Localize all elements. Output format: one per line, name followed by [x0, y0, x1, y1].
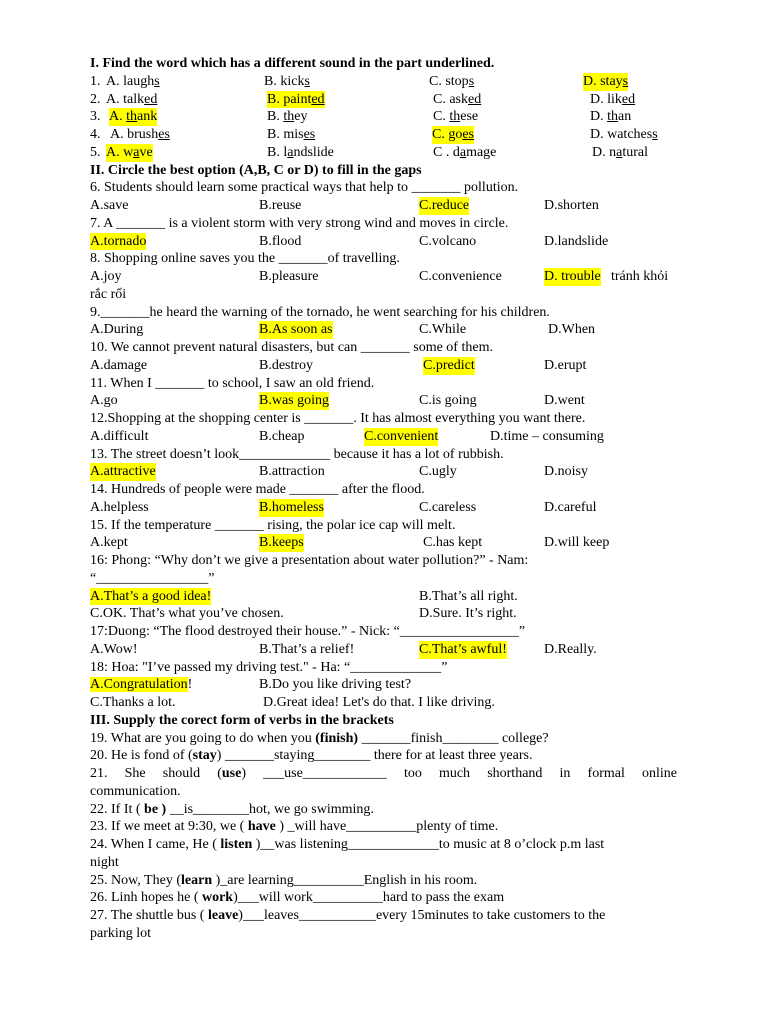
q7-text: 7. A _______ is a violent storm with very strong wind and moves in circle. — [90, 215, 509, 231]
q9-option-b-answer: B.As soon as — [259, 322, 333, 338]
q15-option-c: C.has kept — [423, 535, 483, 551]
q9-option-a: A.During — [90, 322, 144, 338]
q20-text: 20. He is fond of (stay) _______staying________ there for at least three years. — [90, 748, 533, 764]
q6-option-b: B.reuse — [259, 198, 302, 213]
q1-option-d-answer: D. stays — [583, 73, 629, 89]
q5-option-a-answer: A. wave — [106, 144, 153, 160]
q14-option-a: A.helpless — [90, 499, 149, 515]
q18-option-c: C.Thanks a lot. — [90, 695, 176, 710]
q4-option-c-answer: C. goes — [432, 127, 475, 142]
q7-options — [90, 233, 677, 251]
q8-option-b: B.pleasure — [259, 269, 319, 284]
q17-option-c-answer: C.That’s awful! — [419, 641, 507, 657]
q9-option-d: D.When — [548, 322, 596, 338]
q7-option-a-answer: A.tornado — [90, 233, 147, 249]
q5-row — [90, 144, 677, 162]
q23-text: 23. If we meet at 9:30, we ( have ) _will have__________plenty of time. — [90, 819, 499, 835]
q5-option-b: B. landslide — [267, 144, 334, 160]
section-1-heading: I. Find the word which has a different sound in the part underlined. — [90, 56, 495, 71]
q10-option-c-answer: C.predict — [423, 357, 475, 373]
q8-note-continued: rắc rối — [90, 286, 127, 302]
q8-handwritten-note: tránh khỏi — [611, 269, 669, 284]
q12-option-c-answer: C.convenient — [364, 428, 439, 444]
q8-options — [90, 268, 677, 286]
q9-text: 9._______he heard the warning of the tornado, he went searching for his children. — [90, 304, 550, 320]
section-3-heading: III. Supply the corect form of verbs in the brackets — [90, 712, 394, 728]
q11-option-a: A.go — [90, 393, 118, 409]
q9-options — [90, 321, 677, 339]
q6-option-c-answer: C.reduce — [419, 198, 470, 213]
q16-option-b: B.That’s all right. — [419, 588, 518, 604]
q12-options — [90, 428, 677, 446]
q27-text: 27. The shuttle bus ( leave)___leaves___________every 15minutes to take customers to the — [90, 908, 606, 923]
q17-option-d: D.Really. — [544, 641, 597, 657]
q17-options — [90, 641, 677, 659]
q24-continued: night — [90, 854, 119, 870]
q1-option-b: B. kicks — [264, 73, 310, 89]
q18-text: 18: Hoa: "I’ve passed my driving test." - Ha: “_____________” — [90, 659, 448, 675]
q6-option-a: A.save — [90, 198, 129, 213]
q13-options — [90, 463, 677, 481]
q1-row — [90, 73, 677, 91]
q3-row — [90, 108, 677, 126]
q4-option-b: B. mises — [267, 127, 316, 142]
q13-option-d: D.noisy — [544, 464, 588, 480]
q16-options-row2 — [90, 605, 677, 623]
q3-option-d: D. than — [590, 109, 632, 125]
q2-option-a: A. talked — [106, 91, 158, 107]
q13-option-c: C.ugly — [419, 464, 457, 480]
q18-options-row2 — [90, 694, 677, 712]
q5-number: 5. — [90, 144, 101, 160]
q14-option-d: D.careful — [544, 499, 597, 515]
q15-option-d: D.will keep — [544, 535, 610, 551]
q15-option-b-answer: B.keeps — [259, 535, 304, 551]
q2-option-c: C. asked — [433, 91, 482, 107]
q21-continued: communication. — [90, 783, 181, 799]
section-2-heading: II. Circle the best option (A,B, C or D) to fill in the gaps — [90, 162, 422, 178]
q21-text: 21. She should (use) ___use____________ too much shorthand in formal online — [90, 766, 677, 781]
q24-text: 24. When I came, He ( listen )__was listening_____________to music at 8 o’clock p.m last — [90, 837, 605, 852]
q18-options-row1 — [90, 676, 677, 694]
q6-text: 6. Students should learn some practical ways that help to _______ pollution. — [90, 180, 519, 196]
q1-option-c: C. stops — [429, 73, 475, 89]
q17-option-a: A.Wow! — [90, 641, 138, 657]
q18-option-b: B.Do you like driving test? — [259, 677, 412, 693]
q8-option-d-answer: D. trouble — [544, 269, 601, 284]
q18-option-a-answer: A.Congratulation! — [90, 677, 193, 693]
q27-continued: parking lot — [90, 925, 152, 941]
q7-option-b: B.flood — [259, 233, 302, 249]
q7-option-c: C.volcano — [419, 233, 477, 249]
q13-text: 13. The street doesn’t look_____________ because it has a lot of rubbish. — [90, 446, 504, 462]
q16-options-row1 — [90, 588, 677, 606]
q8-option-a: A.joy — [90, 269, 122, 284]
q10-text: 10. We cannot prevent natural disasters, but can _______ some of them. — [90, 340, 493, 355]
q3-number: 3. — [90, 109, 101, 125]
q14-options — [90, 499, 677, 517]
q1-number: 1. — [90, 73, 101, 89]
q13-option-a-answer: A.attractive — [90, 464, 156, 480]
q16-option-a-answer: A.That’s a good idea! — [90, 588, 212, 604]
q11-option-b-answer: B.was going — [259, 393, 329, 409]
q4-option-d: D. watchess — [590, 127, 658, 142]
q7-option-d: D.landslide — [544, 233, 609, 249]
worksheet — [90, 55, 677, 943]
q11-option-c: C.is going — [419, 393, 477, 409]
q12-option-a: A.difficult — [90, 428, 149, 444]
q11-option-d: D.went — [544, 393, 585, 409]
q5-option-c: C . damage — [433, 144, 497, 160]
q3-option-a-answer: A. thank — [109, 109, 158, 125]
q14-option-c: C.careless — [419, 499, 477, 515]
q11-text: 11. When I _______ to school, I saw an old friend. — [90, 375, 375, 391]
q12-option-d: D.time – consuming — [490, 428, 604, 444]
q8-text: 8. Shopping online saves you the _______of travelling. — [90, 251, 400, 267]
q2-option-b-answer: B. painted — [267, 91, 325, 107]
q3-option-b: B. they — [267, 109, 308, 125]
q6-option-d: D.shorten — [544, 198, 599, 213]
q9-option-c: C.While — [419, 322, 467, 338]
q26-text: 26. Linh hopes he ( work)___will work__________hard to pass the exam — [90, 890, 505, 906]
q11-options — [90, 392, 677, 410]
q15-text: 15. If the temperature _______ rising, the polar ice cap will melt. — [90, 517, 456, 533]
q8-option-c: C.convenience — [419, 269, 502, 284]
q3-option-c: C. these — [433, 109, 479, 125]
q12-option-b: B.cheap — [259, 428, 305, 444]
q4-option-a: A. brushes — [110, 127, 170, 142]
q6-options — [90, 197, 677, 215]
q15-option-a: A.kept — [90, 535, 128, 551]
q13-option-b: B.attraction — [259, 464, 325, 480]
q17-option-b: B.That’s a relief! — [259, 641, 355, 657]
q10-options — [90, 357, 677, 375]
q2-row — [90, 91, 677, 109]
q22-text: 22. If It ( be ) __is________hot, we go swimming. — [90, 801, 374, 817]
q16-blank: “________________” — [90, 570, 215, 586]
q15-options — [90, 534, 677, 552]
q12-text: 12.Shopping at the shopping center is _______. It has almost everything you want there. — [90, 411, 586, 426]
q1-option-a: A. laughs — [106, 73, 160, 89]
q14-text: 14. Hundreds of people were made _______ after the flood. — [90, 482, 425, 497]
q4-number: 4. — [90, 127, 101, 142]
q10-option-d: D.erupt — [544, 357, 587, 373]
q19-text: 19. What are you going to do when you (finish) _______finish________ college? — [90, 730, 549, 746]
q10-option-b: B.destroy — [259, 357, 314, 373]
q2-number: 2. — [90, 91, 101, 107]
q16-text: 16: Phong: “Why don’t we give a presentation about water pollution?” - Nam: — [90, 553, 529, 568]
q2-option-d: D. liked — [590, 91, 636, 107]
q4-row — [90, 126, 677, 144]
q16-option-d: D.Sure. It’s right. — [419, 606, 517, 622]
q18-option-d: D.Great idea! Let's do that. I like driving. — [263, 695, 495, 710]
q17-text: 17:Duong: “The flood destroyed their house.” - Nick: “_________________” — [90, 624, 526, 639]
q25-text: 25. Now, They (learn )_are learning__________English in his room. — [90, 872, 478, 888]
q5-option-d: D. natural — [592, 144, 648, 160]
q14-option-b-answer: B.homeless — [259, 499, 324, 515]
q10-option-a: A.damage — [90, 357, 148, 373]
q16-option-c: C.OK. That’s what you’ve chosen. — [90, 606, 284, 622]
